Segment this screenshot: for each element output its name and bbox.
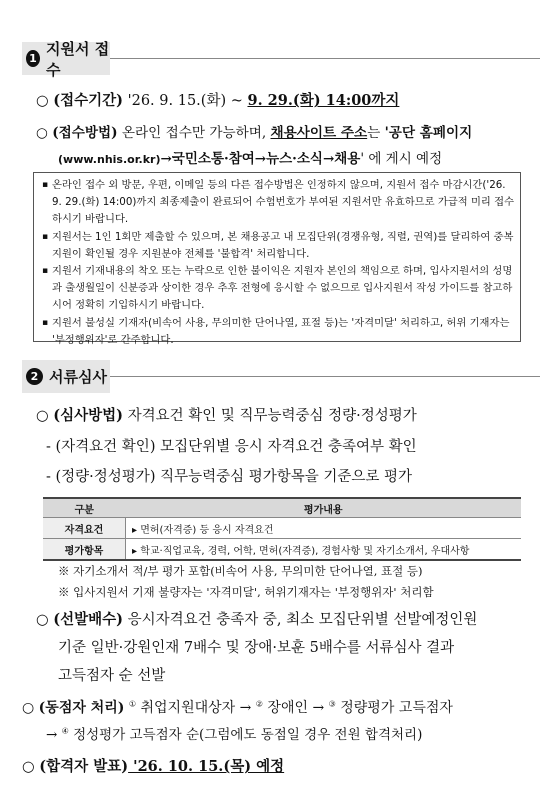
item-application-method-line2: (www.nhis.or.kr)→국민소통·참여→뉴스·소식→채용' 에 게시 예정 [58, 151, 443, 167]
item-tie-breaking: ○ (동점자 처리) ① 취업지원대상자 → ② 장애인 → ③ 정량평가 고득점자 [22, 699, 453, 716]
announcement-date: '26. 10. 15.(목) 예정 [128, 758, 285, 775]
item-selection-ratio-line2: 기준 일반·강원인재 7배수 및 장애·보훈 5배수를 서류심사 결과 [58, 640, 455, 656]
notice-item: ▪ 지원서는 1인 1회만 제출할 수 있으며, 본 채용공고 내 모집단위(경쟁유형, 직렬, 권역)를 달리하여 중복지원이 확인될 경우 지원분야 전체를 '불합격' 처리합니다. [42, 229, 514, 263]
section-header-2 [22, 360, 110, 393]
notice-box [33, 172, 521, 346]
table-header: 구분 [43, 498, 126, 518]
table-cell-key: 자격요건 [43, 518, 126, 539]
table-row [43, 539, 521, 561]
homepage-url[interactable]: (www.nhis.or.kr) [58, 153, 161, 166]
sub-item-qualification: - (자격요건 확인) 모집단위별 응시 자격요건 충족여부 확인 [46, 439, 417, 455]
item-announcement: ○ (합격자 발표) '26. 10. 15.(목) 예정 [22, 758, 285, 775]
notice-item: ▪ 지원서 기재내용의 착오 또는 누락으로 인한 불이익은 지원자 본인의 책임으로 하며, 입사지원서의 성명과 출생월일이 신분증과 상이한 경우 추후 전형에 응시할 수 없으므로 입사지원서 작성 가이드를 참고하시어 정확히 기입하시기 바랍니다. [42, 263, 514, 315]
notice-item: ▪ 지원서 불성실 기재자(비속어 사용, 무의미한 단어나열, 표절 등)는 '자격미달' 처리하고, 허위 기재자는 '부정행위자'로 간주합니다. [42, 315, 514, 349]
note-disqualification: ※ 입사지원서 기재 불량자는 '자격미달', 허위기재자는 '부정행위자' 처리함 [58, 585, 434, 599]
item-selection-ratio: ○ (선발배수) 응시자격요건 충족자 중, 최소 모집단위별 선발예정인원 [36, 611, 478, 628]
item-application-method: ○ (접수방법) 온라인 접수만 가능하며, 채용사이트 주소는 '공단 홈페이지 [36, 125, 473, 141]
note-self-introduction: ※ 자기소개서 적/부 평가 포함(비속어 사용, 무의미한 단어나열, 표절 등) [58, 564, 423, 578]
section-divider-1 [110, 58, 540, 59]
sub-item-evaluation: - (정량·정성평가) 직무능력중심 평가항목을 기준으로 평가 [46, 469, 413, 485]
section-title-2: 서류심사 [49, 368, 107, 386]
table-cell-key: 평가항목 [43, 539, 126, 561]
item-tie-breaking-line2: → ④ 정성평가 고득점자 순(그럼에도 동점일 경우 전원 합격처리) [46, 726, 423, 743]
item-selection-ratio-line3: 고득점자 순 선발 [58, 668, 166, 684]
table-cell-value: ▸ 학교·직업교육, 경력, 어학, 면허(자격증), 경험사항 및 자기소개서, 우대사항 [126, 539, 522, 561]
deadline: 9. 29.(화) 14:00까지 [247, 92, 400, 109]
table-row [43, 518, 521, 539]
notice-item: ▪ 온라인 접수 외 방문, 우편, 이메일 등의 다른 접수방법은 인정하지 않으며, 지원서 접수 마감시간('26. 9. 29.(화) 14:00)까지 최종제출이 완료되어 수험번호가 부여된 지원서만 유효하므로 가급적 미리 접수하시기 바랍니다. [42, 177, 514, 229]
evaluation-table [43, 497, 521, 561]
item-application-period: ○ (접수기간) '26. 9. 15.(화) ~ 9. 29.(화) 14:00까지 [36, 92, 400, 109]
recruit-site-address: 채용사이트 주소 [270, 125, 368, 141]
table-header-row [43, 498, 521, 518]
section-header-1 [22, 39, 110, 79]
section-number-1: 1 [26, 50, 40, 67]
table-header: 평가내용 [126, 498, 522, 518]
section-divider-2 [110, 376, 540, 377]
section-number-2: 2 [26, 368, 43, 385]
section-title-1: 지원서 접수 [46, 39, 110, 79]
table-cell-value: ▸ 면허(자격증) 등 응시 자격요건 [126, 518, 522, 539]
item-review-method: ○ (심사방법) 자격요건 확인 및 직무능력중심 정량·정성평가 [36, 407, 417, 424]
